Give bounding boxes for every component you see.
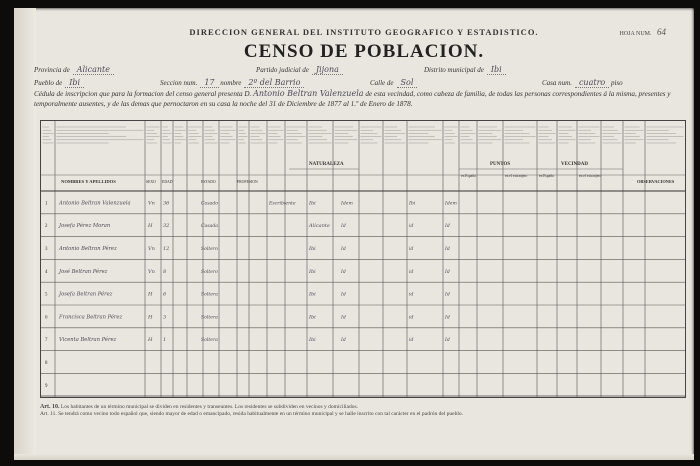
row-mark: Id [341, 247, 346, 252]
sheet-number-label: HOJA NUM. [619, 31, 652, 37]
header-nombres: NOMBRES Y APELLIDOS [61, 179, 116, 184]
document-title: CENSO DE POBLACION. [243, 41, 485, 62]
seccion-field [160, 78, 304, 88]
row-estado: Casado [201, 201, 219, 207]
row-name: Vicenta Beltran Pérez [59, 337, 117, 344]
distrito-value: Ibi [487, 65, 506, 75]
row-number: 2 [45, 224, 48, 230]
seccion-label: Seccion num. [160, 79, 198, 87]
row-mark: Id [445, 338, 450, 344]
row-mark: Id [445, 247, 450, 252]
row-name: Antonio Beltran Valenzuela [59, 200, 131, 207]
row-edad: 8 [163, 268, 167, 275]
row-edad: 36 [163, 200, 170, 207]
row-mark: Ibi [409, 201, 416, 207]
casa-field [542, 78, 623, 88]
footnote-art11: Art. 11. Se tendrá como vecino todo español que, siendo mayor de edad o emancipado, resida habitualmente en un término municipal y se halle inscrito con tal carácter en el padrón del pueblo. [40, 411, 464, 417]
row-naturaleza: Ibi [309, 314, 316, 321]
sheet-number-value: 64 [657, 27, 666, 37]
row-sexo: H [148, 223, 153, 230]
row-number: 5 [45, 292, 48, 298]
paper-bottom-shadow [14, 454, 694, 460]
inscription-statement [34, 89, 684, 109]
header-observaciones: OBSERVACIONES [637, 179, 675, 184]
row-edad: 12 [163, 246, 170, 252]
row-number: 7 [45, 338, 48, 344]
partido-field [256, 65, 343, 75]
header-estado: ESTADO [201, 180, 216, 184]
partido-label: Partido judicial de [256, 66, 309, 74]
row-mark: Id [341, 269, 346, 275]
row-naturaleza: Ibi [309, 291, 316, 298]
declarant-name: Antonio Beltran Valenzuela [253, 89, 364, 98]
row-mark: Id [341, 292, 346, 298]
calle-field [370, 78, 417, 88]
row-mark: id [409, 315, 414, 321]
footnote-art10-text: Los habitantes de un término municipal se dividen en residentes y transeuntes. Los residentes se subdividen en vecinos y domiciliados. [60, 404, 358, 410]
header-sexo: SEXO [146, 180, 156, 184]
row-profesion: Escribiente [269, 201, 296, 207]
row-estado: Soltera [201, 315, 218, 321]
header-profesion: PROFESION [237, 180, 258, 184]
casa-value: cuatro [575, 78, 609, 88]
calle-label: Calle de [370, 79, 394, 87]
row-edad: 3 [163, 314, 167, 321]
row-sexo: H [148, 291, 153, 298]
row-naturaleza: Alicante [309, 223, 330, 230]
row-estado: Soltero [201, 247, 218, 252]
row-number: 8 [45, 361, 48, 366]
statement-body: de esta vecindad, como cabeza de familia, de todas las personas correspondientes á la misma, presentes y temporalmente ausentes, y de las demas que pernoctaron en su casa la noche del 31 de Diciembre de 1877 al 1.º de Enero de 1878. [34, 90, 671, 108]
header-vecindad-espana: en España [539, 174, 554, 178]
row-naturaleza: Ibi [309, 268, 316, 275]
header-puntos-extranjero: en el extranjero [505, 174, 528, 178]
pueblo-value: Ibi [65, 78, 84, 88]
footnote-label: Art. 10. [40, 404, 60, 410]
row-name: José Beltran Pérez [59, 268, 108, 275]
row-edad: 6 [163, 291, 167, 298]
row-number: 9 [45, 383, 48, 389]
header-vecindad-extranjero: en el extranjero [579, 174, 602, 178]
census-sheet [14, 8, 694, 460]
row-name: Francisca Beltran Pérez [59, 314, 123, 321]
casa-label: Casa num. [542, 79, 572, 87]
row-edad: 1 [163, 337, 167, 344]
row-mark: Id [445, 292, 450, 298]
row-name: Josefa Beltran Pérez [59, 291, 113, 298]
pueblo-label: Pueblo de [34, 79, 63, 87]
header-vecindad: VECINDAD [561, 162, 588, 167]
pueblo-field [34, 78, 84, 88]
header-edad: EDAD [162, 180, 173, 184]
row-mark: Idem [341, 201, 353, 207]
row-name: Antonio Beltran Pérez [59, 246, 117, 252]
distrito-field [424, 65, 506, 75]
distrito-label: Distrito municipal de [424, 66, 484, 74]
row-naturaleza: Ibi [309, 200, 316, 207]
row-sexo: Vn [148, 268, 155, 275]
row-mark: Id [341, 338, 346, 344]
census-table [40, 120, 686, 398]
calle-value: Sol [397, 78, 418, 88]
header-puntos-espana: en España [461, 174, 476, 178]
row-edad: 32 [163, 223, 170, 230]
provincia-value: Alicante [73, 65, 114, 75]
row-estado: Soltera [201, 292, 218, 298]
row-sexo: H [148, 337, 153, 344]
row-mark: Id [341, 315, 346, 321]
row-mark: id [409, 292, 414, 298]
row-sexo: H [148, 314, 153, 321]
statement-lead: Cédula de inscripcion que para la formacion del censo general presenta D. [34, 90, 252, 98]
row-mark: id [409, 247, 414, 252]
header-naturaleza: NATURALEZA [309, 162, 344, 167]
provincia-field [34, 65, 114, 75]
row-mark: Idem [445, 201, 457, 207]
row-name: Josefa Pérez Moran [59, 223, 111, 230]
piso-label: piso [610, 79, 623, 87]
row-estado: Soltera [201, 338, 218, 344]
row-number: 4 [45, 269, 48, 275]
row-mark: Id [341, 224, 346, 230]
row-sexo: Vn [148, 246, 155, 252]
partido-value: Jijona [312, 65, 343, 75]
row-number: 1 [45, 201, 48, 207]
sheet-number [619, 27, 666, 37]
row-number: 3 [45, 247, 48, 252]
provincia-label: Provincia de [34, 66, 70, 74]
census-table-grid [41, 121, 685, 397]
header-puntos: PUNTOS [490, 162, 511, 167]
nombre-value: 2º del Barrio [244, 78, 304, 88]
row-naturaleza: Ibi [309, 246, 316, 252]
row-mark: Id [445, 315, 450, 321]
footnote-art10 [40, 404, 684, 411]
row-mark: id [409, 338, 414, 344]
row-mark: id [409, 269, 414, 275]
row-mark: Id [445, 269, 450, 275]
nombre-label: nombre [220, 79, 242, 87]
row-estado: Casada [201, 224, 219, 230]
row-mark: Id [445, 224, 450, 230]
row-naturaleza: Ibi [309, 337, 316, 344]
row-sexo: Vn [148, 200, 155, 207]
row-mark: id [409, 224, 414, 230]
seccion-value: 17 [200, 78, 218, 88]
legal-footnotes [40, 404, 684, 418]
paper-edge [14, 8, 36, 460]
institute-heading: DIRECCION GENERAL DEL INSTITUTO GEOGRAFICO Y ESTADISTICO. [189, 27, 539, 37]
row-estado: Soltero [201, 269, 218, 275]
row-number: 6 [45, 315, 48, 321]
